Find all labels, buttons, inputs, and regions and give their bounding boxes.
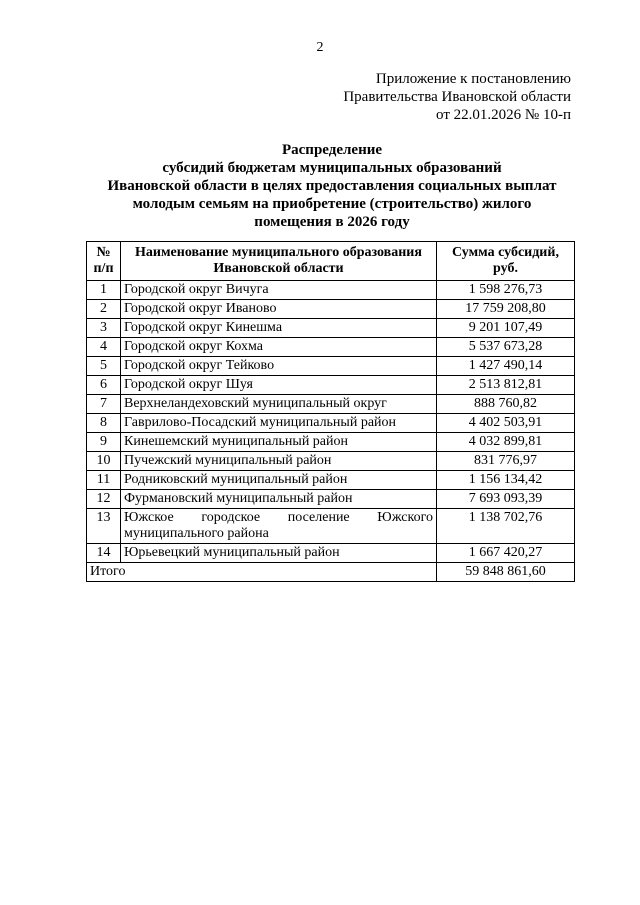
document-title <box>90 141 574 231</box>
row-number: 14 <box>87 544 121 563</box>
row-number: 11 <box>87 471 121 490</box>
page-number: 2 <box>316 40 324 55</box>
row-sum: 2 513 812,81 <box>437 376 575 395</box>
row-sum: 1 138 702,76 <box>437 509 575 544</box>
title-line: Ивановской области в целях предоставления социальных выплат <box>107 178 557 194</box>
total-row <box>87 563 575 582</box>
row-sum: 1 156 134,42 <box>437 471 575 490</box>
appendix-line: от 22.01.2026 № 10-п <box>436 107 571 123</box>
row-municipality: Пучежский муниципальный район <box>121 452 437 471</box>
row-number: 7 <box>87 395 121 414</box>
table-row <box>87 319 575 338</box>
table-row <box>87 490 575 509</box>
title-line: молодым семьям на приобретение (строительство) жилого <box>132 196 532 212</box>
row-municipality: Верхнеландеховский муниципальный округ <box>121 395 437 414</box>
row-number: 9 <box>87 433 121 452</box>
header-sum: Сумма субсидий, руб. <box>437 242 575 281</box>
table-row <box>87 376 575 395</box>
table-header-row <box>87 242 575 281</box>
table-row <box>87 433 575 452</box>
title-line: помещения в 2026 году <box>254 214 410 230</box>
title-line: Распределение <box>281 142 383 158</box>
row-number: 4 <box>87 338 121 357</box>
header-num: № п/п <box>87 242 121 281</box>
header-name: Наименование муниципального образования Ивановской области <box>121 242 437 281</box>
total-sum: 59 848 861,60 <box>437 563 575 582</box>
row-municipality: Южское городское поселение Южского муниципального района <box>121 509 437 544</box>
row-sum: 1 598 276,73 <box>437 281 575 300</box>
table-row <box>87 395 575 414</box>
table-row <box>87 414 575 433</box>
row-number: 5 <box>87 357 121 376</box>
row-sum: 17 759 208,80 <box>437 300 575 319</box>
row-number: 1 <box>87 281 121 300</box>
row-municipality: Гаврилово-Посадский муниципальный район <box>121 414 437 433</box>
row-municipality: Городской округ Иваново <box>121 300 437 319</box>
table-body <box>87 281 575 563</box>
row-municipality: Городской округ Тейково <box>121 357 437 376</box>
row-number: 8 <box>87 414 121 433</box>
table-row <box>87 544 575 563</box>
appendix-header <box>343 70 571 124</box>
table-row <box>87 509 575 544</box>
subsidy-table <box>86 241 575 582</box>
appendix-line: Приложение к постановлению <box>375 71 571 87</box>
table-row <box>87 281 575 300</box>
table-row <box>87 338 575 357</box>
row-number: 10 <box>87 452 121 471</box>
row-municipality: Юрьевецкий муниципальный район <box>121 544 437 563</box>
table-row <box>87 452 575 471</box>
row-number: 3 <box>87 319 121 338</box>
row-sum: 9 201 107,49 <box>437 319 575 338</box>
row-municipality: Городской округ Вичуга <box>121 281 437 300</box>
row-number: 12 <box>87 490 121 509</box>
total-label: Итого <box>87 563 437 582</box>
appendix-line: Правительства Ивановской области <box>343 89 571 105</box>
row-sum: 1 667 420,27 <box>437 544 575 563</box>
row-municipality: Кинешемский муниципальный район <box>121 433 437 452</box>
table-row <box>87 300 575 319</box>
row-number: 13 <box>87 509 121 544</box>
row-number: 2 <box>87 300 121 319</box>
row-sum: 4 402 503,91 <box>437 414 575 433</box>
row-municipality: Городской округ Кинешма <box>121 319 437 338</box>
row-municipality: Родниковский муниципальный район <box>121 471 437 490</box>
row-sum: 1 427 490,14 <box>437 357 575 376</box>
row-municipality: Фурмановский муниципальный район <box>121 490 437 509</box>
row-number: 6 <box>87 376 121 395</box>
table-row <box>87 357 575 376</box>
row-sum: 4 032 899,81 <box>437 433 575 452</box>
row-sum: 5 537 673,28 <box>437 338 575 357</box>
row-municipality: Городской округ Шуя <box>121 376 437 395</box>
row-municipality: Городской округ Кохма <box>121 338 437 357</box>
row-sum: 7 693 093,39 <box>437 490 575 509</box>
row-sum: 831 776,97 <box>437 452 575 471</box>
row-sum: 888 760,82 <box>437 395 575 414</box>
title-line: субсидий бюджетам муниципальных образований <box>162 160 502 176</box>
table-row <box>87 471 575 490</box>
